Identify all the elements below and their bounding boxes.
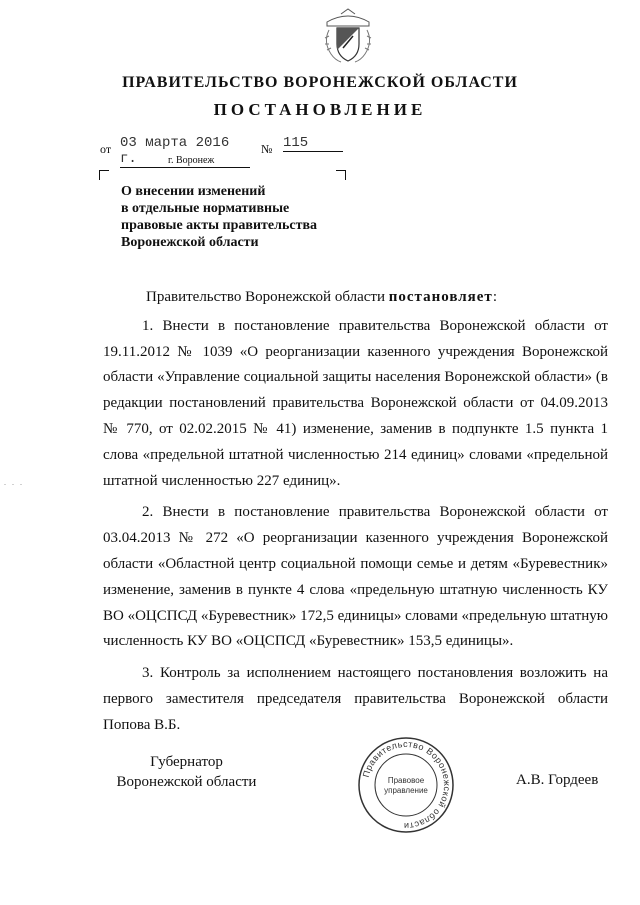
coat-of-arms-icon — [319, 8, 377, 66]
preamble-keyword: постановляет — [388, 289, 493, 305]
clause-3: 3. Контроль за исполнением настоящего постановления возложить на первого заместителя председателя правительства Воронежской области Попова В.Б. — [103, 665, 608, 733]
preamble-suffix: : — [492, 289, 497, 305]
stamp-inner-line1: Правовое — [387, 776, 425, 785]
date-field: 03 марта 2016 г. — [120, 135, 250, 168]
signatory-title-line: Воронежской области — [116, 774, 257, 790]
round-stamp-icon — [356, 735, 456, 835]
clause-2: 2. Внести в постановление правительства Воронежской области от 03.04.2013 № 272 «О реорганизации казенного учреждения Воронежской области «Областной центр социальной помощи семье и детям «Буревестник» изменение, заменив в пункте 4 слова «предельную штатную численность КУ ВО «ОЦСПСД «Буревестник» 172,5 единицы» словами «предельную штатную численность КУ ВО «ОЦСПСД «Буревестник» 153,5 единицы». — [103, 504, 608, 650]
preamble-prefix: Правительство Воронежской области — [146, 289, 385, 305]
subject-bracket-right — [336, 170, 346, 180]
document-type: ПОСТАНОВЛЕНИЕ — [213, 100, 427, 119]
organization-title: ПРАВИТЕЛЬСТВО ВОРОНЕЖСКОЙ ОБЛАСТИ — [122, 74, 518, 91]
subject-line: Воронежской области — [121, 235, 259, 250]
subject-line: правовые акты правительства — [121, 218, 318, 233]
document-subject — [121, 183, 361, 251]
margin-marks: . . . — [4, 478, 24, 487]
subject-line: в отдельные нормативные — [121, 201, 290, 216]
subject-bracket-left — [99, 170, 109, 180]
document-body — [103, 285, 608, 745]
signatory-title-line: Губернатор — [150, 754, 223, 770]
preamble — [103, 285, 608, 311]
stamp-inner-line2: управление — [384, 786, 428, 795]
number-field: 115 — [283, 135, 343, 152]
subject-line: О внесении изменений — [121, 184, 266, 199]
date-label: от — [100, 142, 112, 156]
number-label: № — [261, 142, 273, 156]
stamp-outer-text: Правительство Воронежской области — [360, 738, 453, 832]
city-label: г. Воронеж — [168, 155, 215, 166]
clause-1: 1. Внести в постановление правительства Воронежской области от 19.11.2012 № 1039 «О реорганизации казенного учреждения Воронежской области «Управление социальной защиты населения Воронежской области» (в редакции постановлений правительства Воронежской области от 04.09.2013 № 770, от 02.02.2015 № 41) изменение, заменив в подпункте 1.5 пункта 1 слова «предельной штатной численностью 214 единиц» словами «предельной штатной численностью 227 единиц». — [103, 317, 608, 489]
signatory-title — [99, 752, 274, 792]
signatory-name: А.В. Гордеев — [516, 772, 599, 788]
